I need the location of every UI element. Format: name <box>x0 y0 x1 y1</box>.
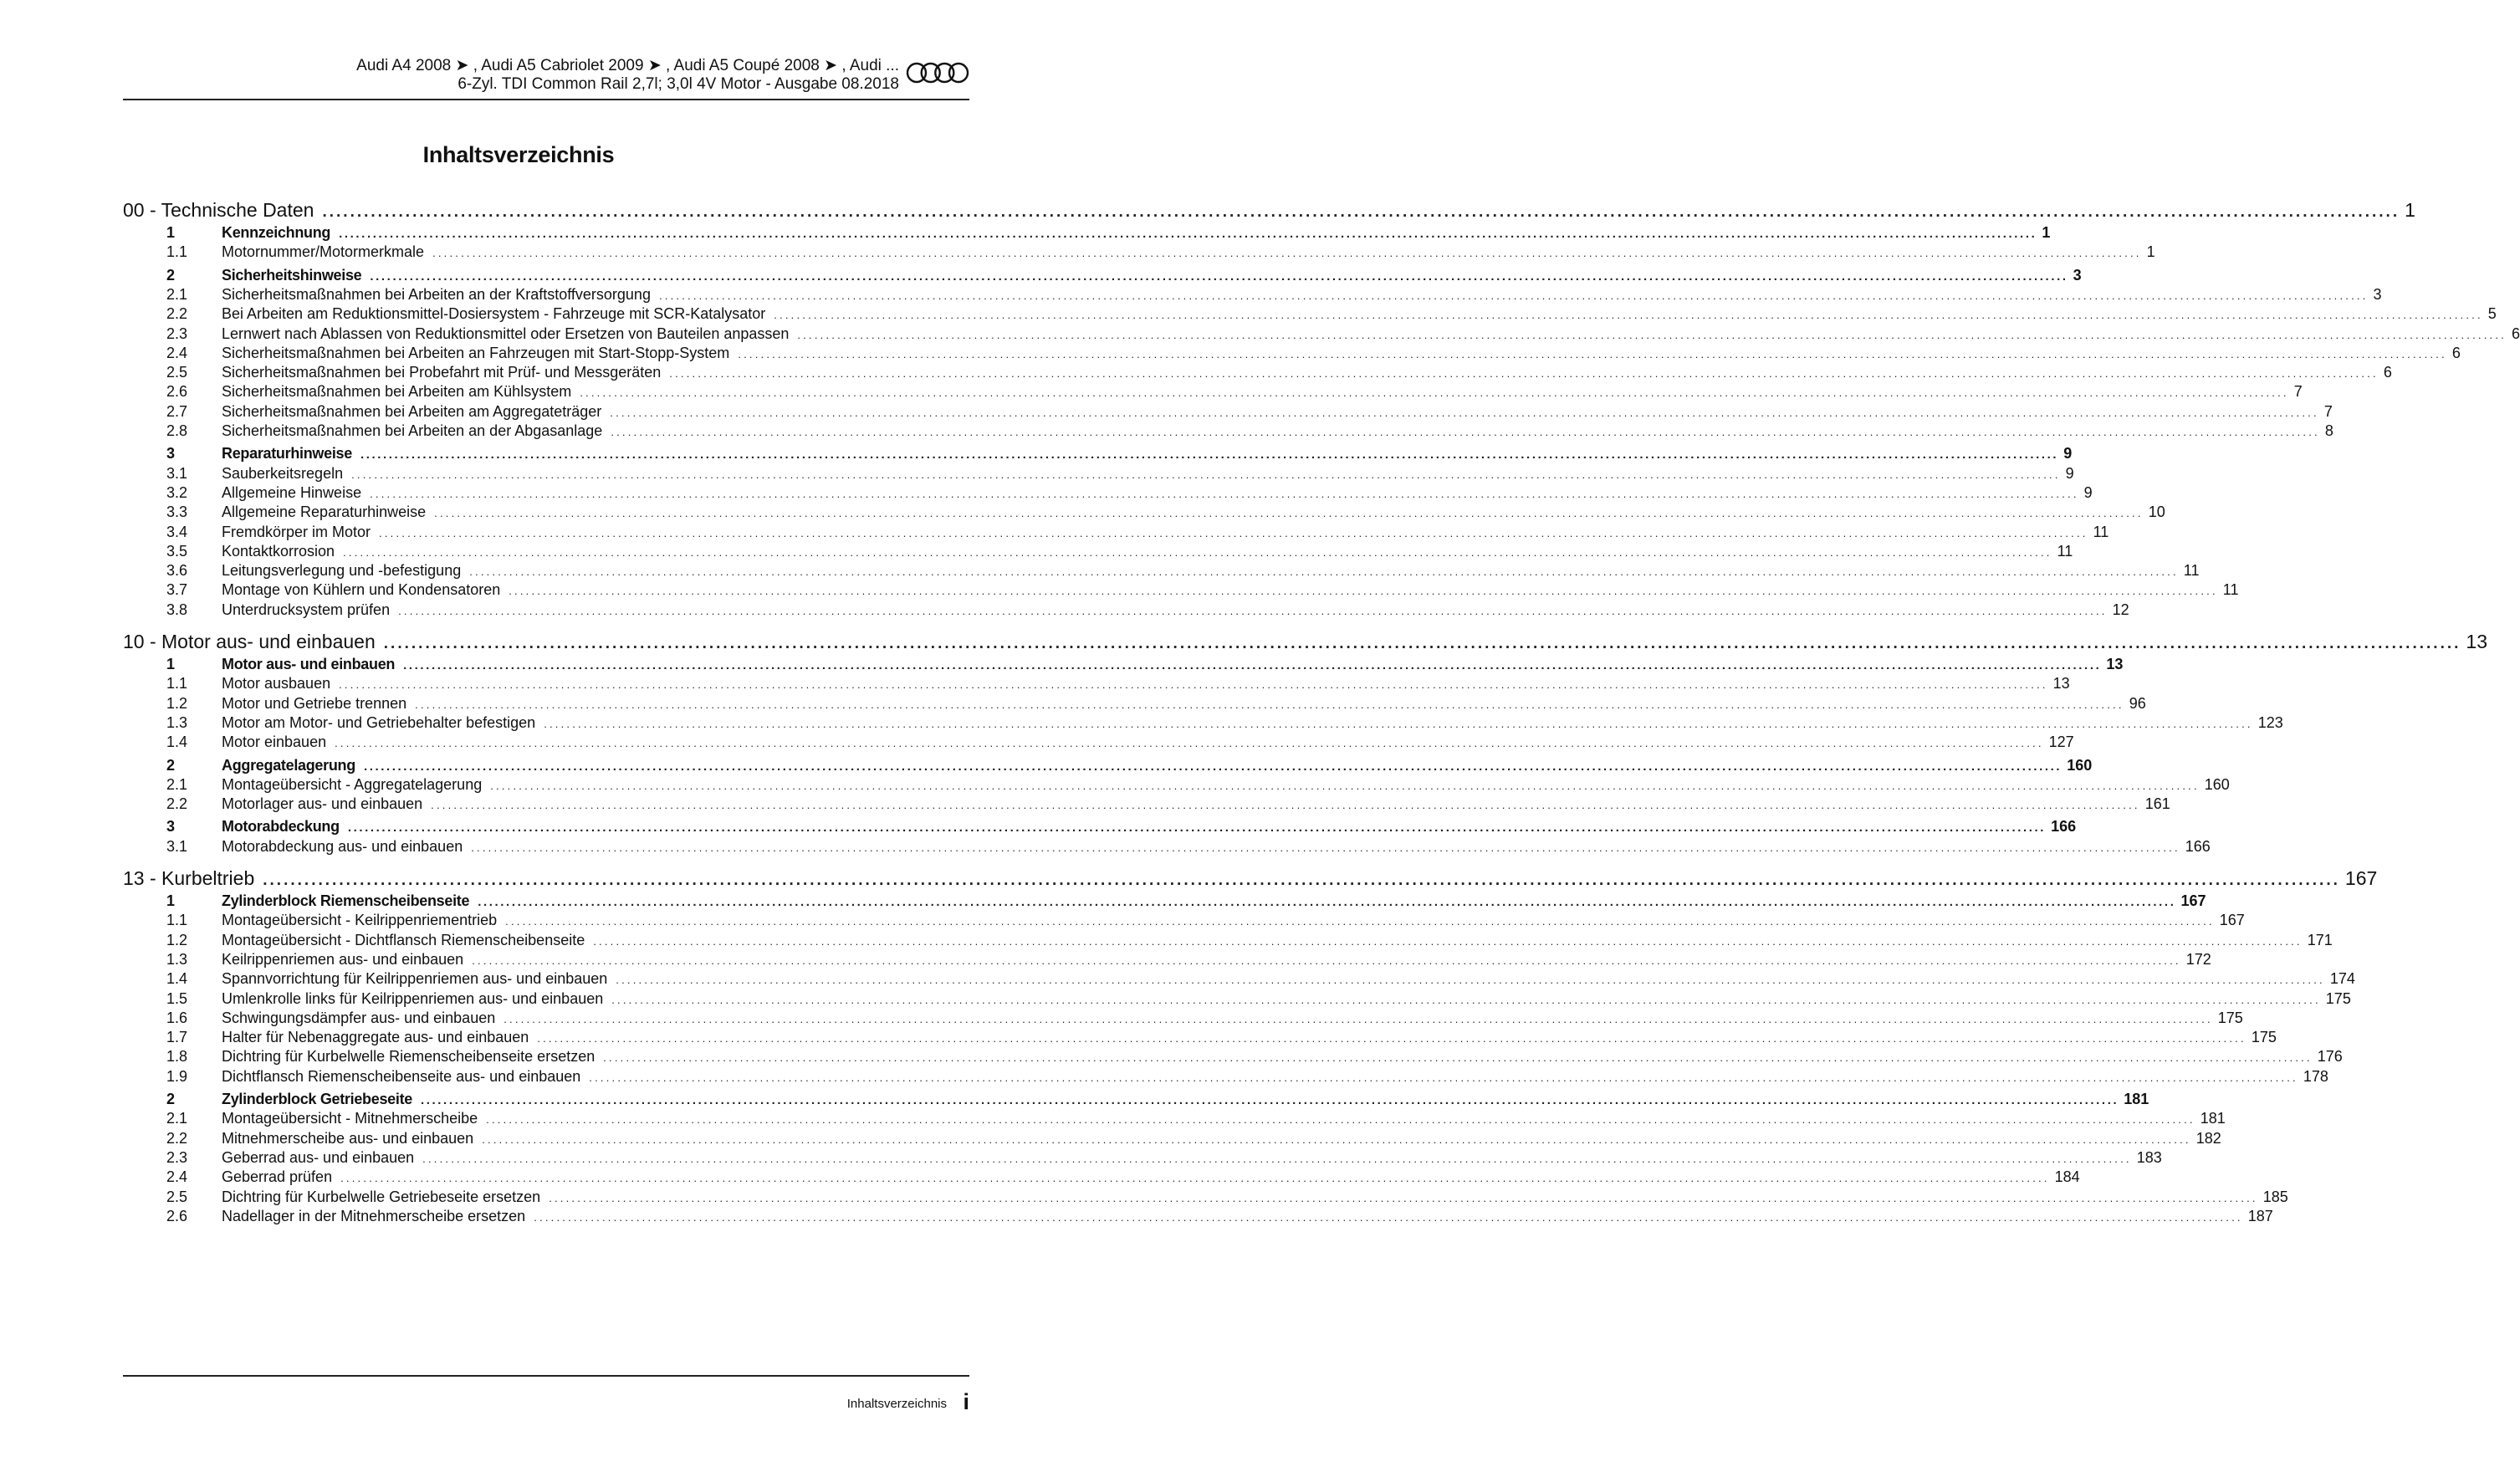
toc-page-number: 175 <box>2217 1009 2243 1026</box>
toc-leader-dots: ............................................................................................................................................................................................................................................................................................................ <box>537 1032 2247 1045</box>
footer-label: Inhaltsverzeichnis <box>846 1397 947 1411</box>
toc-entry[interactable] <box>123 713 2283 734</box>
toc-number: 1.1 <box>166 243 188 261</box>
toc-label: Keilrippenriemen aus- und einbauen <box>222 950 464 968</box>
toc-entry[interactable] <box>123 1009 2243 1030</box>
toc-leader-dots: ............................................................................................................................................................................................................................................................................................................ <box>420 1093 2119 1107</box>
toc-number: 2.3 <box>166 1148 188 1166</box>
toc-entry[interactable] <box>123 523 2109 544</box>
toc-label: Fremdkörper im Motor <box>222 523 371 540</box>
toc-label: Aggregatelagerung <box>222 756 355 774</box>
toc-leader-dots: ............................................................................................................................................................................................................................................................................................................ <box>398 604 2108 617</box>
header-text <box>356 57 899 94</box>
toc-leader-dots: ............................................................................................................................................................................................................................................................................................................ <box>534 1210 2243 1224</box>
audi-rings-icon <box>906 60 969 85</box>
toc-label: Geberrad prüfen <box>222 1168 333 1186</box>
toc-leader-dots: ............................................................................................................................................................................................................................................................................................................ <box>343 545 2052 559</box>
toc-entry[interactable] <box>123 1048 2343 1068</box>
toc-page-number: 6 <box>2451 344 2461 361</box>
toc-leader-dots: ............................................................................................................................................................................................................................................................................................................ <box>422 1152 2132 1165</box>
toc-leader-dots: ............................................................................................................................................................................................................................................................................................................ <box>471 841 2180 854</box>
toc-entry[interactable] <box>123 542 2073 563</box>
toc-page-number: 184 <box>2054 1168 2080 1186</box>
toc-number: 1.3 <box>166 713 188 731</box>
toc-label: Dichtring für Kurbelwelle Riemenscheibenseite ersetzen <box>222 1048 595 1066</box>
toc-page-number: 1 <box>2042 224 2051 241</box>
toc-leader-dots: ............................................................................................................................................................................................................................................................................................................ <box>339 227 2037 241</box>
toc-entry[interactable] <box>123 305 2497 325</box>
toc-leader-dots: ............................................................................................................................................................................................................................................................................................................ <box>363 759 2063 774</box>
toc-label: Nadellager in der Mitnehmerscheibe ersetzen <box>222 1207 526 1224</box>
toc-label: Spannvorrichtung für Keilrippenriemen aus- und einbauen <box>222 970 608 988</box>
toc-entry[interactable] <box>123 1168 2080 1188</box>
toc-entry[interactable] <box>123 1207 2273 1228</box>
toc-section[interactable] <box>123 656 2124 676</box>
toc-number: 1 <box>166 656 176 672</box>
toc-entry[interactable] <box>123 694 2146 715</box>
toc-number: 3 <box>166 445 176 463</box>
toc-page-number: 166 <box>2051 818 2077 836</box>
toc-number: 3 <box>166 818 176 836</box>
toc-leader-dots: ............................................................................................................................................................................................................................................................................................................ <box>478 895 2176 909</box>
toc-page-number: 96 <box>2129 694 2146 712</box>
toc-label: Motor ausbauen <box>222 675 331 693</box>
toc-page-number: 174 <box>2329 970 2355 988</box>
toc-page-number: 12 <box>2112 601 2129 618</box>
toc-leader-dots: ............................................................................................................................................................................................................................................................................................................ <box>415 698 2124 711</box>
toc-section[interactable] <box>123 818 2077 838</box>
toc-label: Allgemeine Reparaturhinweise <box>222 503 427 521</box>
toc-label: Sicherheitsmaßnahmen bei Arbeiten am Kühlsystem <box>222 383 572 401</box>
toc-number: 3.4 <box>166 523 188 540</box>
toc-leader-dots: ............................................................................................................................................................................................................................................................................................................ <box>322 203 2400 221</box>
toc-leader-dots: ............................................................................................................................................................................................................................................................................................................ <box>383 635 2461 652</box>
toc-label: Sicherheitsmaßnahmen bei Arbeiten an der Kraftstoffversorgung <box>222 285 651 303</box>
toc-page-number: 185 <box>2262 1188 2288 1205</box>
toc-leader-dots: ............................................................................................................................................................................................................................................................................................................ <box>486 1113 2195 1127</box>
toc-label: 00 - Technische Daten <box>123 199 314 221</box>
toc-number: 2.1 <box>166 1110 188 1127</box>
toc-label: Bei Arbeiten am Reduktionsmittel-Dosiersystem - Fahrzeuge mit SCR-Katalysator <box>222 305 766 323</box>
toc-number: 1.3 <box>166 950 188 968</box>
toc-page-number: 167 <box>2180 892 2206 909</box>
toc-label: Reparaturhinweise <box>222 445 352 463</box>
toc-entry[interactable] <box>123 775 2230 796</box>
toc-page-number: 178 <box>2303 1067 2328 1085</box>
toc-leader-dots: ............................................................................................................................................................................................................................................................................................................ <box>482 1132 2191 1146</box>
toc-number: 2.8 <box>166 422 188 439</box>
toc-page-number: 11 <box>2093 523 2109 540</box>
toc-entry[interactable] <box>123 464 2074 485</box>
toc-number: 2.1 <box>166 775 188 793</box>
toc-number: 2.7 <box>166 402 188 420</box>
toc-label: Motorabdeckung <box>222 818 340 836</box>
toc-number: 3.1 <box>166 837 188 855</box>
toc-label: Motorabdeckung aus- und einbauen <box>222 837 463 855</box>
toc-label: Motor einbauen <box>222 734 327 751</box>
toc-label: Schwingungsdämpfer aus- und einbauen <box>222 1009 496 1026</box>
toc-entry[interactable] <box>123 675 2070 695</box>
toc-page-number: 160 <box>2067 756 2093 774</box>
toc-label: Motornummer/Motormerkmale <box>222 243 425 261</box>
toc-entry[interactable] <box>123 383 2303 403</box>
header-line-1: Audi A4 2008 ➤ , Audi A5 Cabriolet 2009 ➤ , Audi A5 Coupé 2008 ➤ , Audi ... <box>356 57 899 74</box>
toc-leader-dots: ............................................................................................................................................................................................................................................................................................................ <box>549 1191 2258 1204</box>
toc-page-number: 161 <box>2144 795 2170 813</box>
toc-number: 1 <box>166 892 176 909</box>
toc-number: 1.7 <box>166 1029 188 1046</box>
toc-entry[interactable] <box>123 285 2382 306</box>
toc-entry[interactable] <box>123 243 2155 263</box>
toc-label: Zylinderblock Riemenscheibenseite <box>222 892 470 909</box>
toc-leader-dots: ............................................................................................................................................................................................................................................................................................................ <box>335 737 2044 750</box>
toc-leader-dots: ............................................................................................................................................................................................................................................................................................................ <box>797 328 2507 341</box>
toc-label: Sauberkeitsregeln <box>222 464 344 482</box>
toc-page-number: 13 <box>2466 631 2488 652</box>
toc-label: 13 - Kurbeltrieb <box>123 867 255 889</box>
toc-leader-dots: ............................................................................................................................................................................................................................................................................................................ <box>611 993 2321 1006</box>
toc-label: Dichtflansch Riemenscheibenseite aus- und einbauen <box>222 1067 581 1085</box>
toc-page-number: 9 <box>2065 464 2074 482</box>
toc-label: Motor und Getriebe trennen <box>222 694 407 712</box>
toc-number: 3.7 <box>166 581 188 599</box>
toc-entry[interactable] <box>123 344 2461 365</box>
toc-page-number: 167 <box>2344 867 2378 889</box>
toc-page-number: 1 <box>2405 199 2415 221</box>
toc-number: 2.2 <box>166 305 188 323</box>
toc-page-number: 172 <box>2185 950 2211 968</box>
toc-number: 3.3 <box>166 503 188 521</box>
toc-leader-dots: ............................................................................................................................................................................................................................................................................................................ <box>434 507 2144 520</box>
toc-entry[interactable] <box>123 1029 2277 1049</box>
toc-number: 2.3 <box>166 325 188 342</box>
toc-number: 2.2 <box>166 795 188 813</box>
toc-page-number: 9 <box>2083 483 2093 501</box>
toc-leader-dots: ............................................................................................................................................................................................................................................................................................................ <box>503 1012 2213 1025</box>
header-line-2: 6-Zyl. TDI Common Rail 2,7l; 3,0l 4V Motor - Ausgabe 08.2018 <box>457 75 899 93</box>
toc-leader-dots: ............................................................................................................................................................................................................................................................................................................ <box>351 468 2061 481</box>
toc-label: Montageübersicht - Mitnehmerscheibe <box>222 1110 478 1127</box>
toc-entry[interactable] <box>123 837 2211 858</box>
toc-entry[interactable] <box>123 503 2165 524</box>
toc-page-number: 123 <box>2257 713 2283 731</box>
toc-label: Allgemeine Hinweise <box>222 483 362 501</box>
toc-number: 2.1 <box>166 285 188 303</box>
toc-number: 2.4 <box>166 344 188 361</box>
toc-label: Montage von Kühlern und Kondensatoren <box>222 581 501 599</box>
toc-entry[interactable] <box>123 562 2200 582</box>
toc-leader-dots: ............................................................................................................................................................................................................................................................................................................ <box>403 658 2102 672</box>
toc-leader-dots: ............................................................................................................................................................................................................................................................................................................ <box>339 678 2048 692</box>
toc-number: 2 <box>166 756 176 774</box>
toc-number: 1.9 <box>166 1067 188 1085</box>
toc-label: Sicherheitsmaßnahmen bei Arbeiten am Aggregateträger <box>222 402 602 420</box>
toc-number: 2.6 <box>166 1207 188 1224</box>
toc-label: Lernwert nach Ablassen von Reduktionsmittel oder Ersetzen von Bauteilen anpassen <box>222 325 790 342</box>
toc-number: 2.4 <box>166 1168 188 1186</box>
toc-label: Montageübersicht - Keilrippenriementrieb <box>222 912 498 929</box>
toc-entry[interactable] <box>123 950 2211 971</box>
toc-number: 3.6 <box>166 562 188 580</box>
toc-page-number: 6 <box>2383 364 2392 381</box>
toc-label: Kennzeichnung <box>222 224 331 241</box>
footer-divider <box>123 1375 969 1377</box>
toc-number: 3.2 <box>166 483 188 501</box>
toc-leader-dots: ............................................................................................................................................................................................................................................................................................................ <box>544 717 2253 730</box>
toc-leader-dots: ............................................................................................................................................................................................................................................................................................................ <box>603 1051 2313 1065</box>
toc-entry[interactable] <box>123 483 2093 504</box>
toc-number: 3.8 <box>166 601 188 618</box>
toc-page-number: 175 <box>2325 989 2351 1007</box>
toc-entry[interactable] <box>123 912 2245 932</box>
toc-page-number: 3 <box>2073 266 2082 284</box>
toc-number: 2 <box>166 1091 176 1107</box>
toc-label: Mitnehmerscheibe aus- und einbauen <box>222 1129 474 1147</box>
toc-entry[interactable] <box>123 989 2351 1010</box>
header-divider <box>123 99 969 100</box>
toc-section[interactable] <box>123 224 2051 244</box>
toc-page-number: 8 <box>2324 422 2333 439</box>
toc-entry[interactable] <box>123 1110 2226 1130</box>
toc-page-number: 166 <box>2185 837 2211 855</box>
toc-page-number: 176 <box>2317 1048 2343 1066</box>
toc-chapter[interactable] <box>123 631 2488 656</box>
toc-entry[interactable] <box>123 931 2333 952</box>
toc-label: Motorlager aus- und einbauen <box>222 795 423 813</box>
toc-section[interactable] <box>123 756 2093 777</box>
toc-number: 1.4 <box>166 970 188 988</box>
toc-leader-dots: ............................................................................................................................................................................................................................................................................................................ <box>611 426 2320 438</box>
toc-number: 1.8 <box>166 1048 188 1066</box>
toc-number: 2.5 <box>166 364 188 381</box>
toc-page-number: 175 <box>2251 1029 2277 1046</box>
toc-section[interactable] <box>123 1091 2149 1111</box>
toc-page-number: 6 <box>2511 325 2520 342</box>
toc-number: 1.5 <box>166 989 188 1007</box>
toc-label: Geberrad aus- und einbauen <box>222 1148 415 1166</box>
toc-leader-dots: ............................................................................................................................................................................................................................................................................................................ <box>610 406 2319 419</box>
toc-number: 1.4 <box>166 734 188 751</box>
toc-entry[interactable] <box>123 1188 2288 1209</box>
toc-entry[interactable] <box>123 325 2520 345</box>
toc-leader-dots: ............................................................................................................................................................................................................................................................................................................ <box>370 487 2079 500</box>
toc-page-number: 171 <box>2307 931 2333 948</box>
toc-leader-dots: ............................................................................................................................................................................................................................................................................................................ <box>263 872 2340 889</box>
toc-label: Motor aus- und einbauen <box>222 656 396 672</box>
toc-leader-dots: ............................................................................................................................................................................................................................................................................................................ <box>490 779 2200 792</box>
toc-section[interactable] <box>123 892 2206 912</box>
toc-page-number: 3 <box>2373 285 2382 303</box>
toc-page-number: 7 <box>2293 383 2303 401</box>
page-title: Inhaltsverzeichnis <box>422 142 615 167</box>
toc-number: 1.6 <box>166 1009 188 1026</box>
toc-leader-dots: ............................................................................................................................................................................................................................................................................................................ <box>360 447 2059 463</box>
toc-page-number: 10 <box>2148 503 2165 521</box>
toc-number: 2.6 <box>166 383 188 401</box>
toc-number: 1 <box>166 224 176 241</box>
toc-leader-dots: ............................................................................................................................................................................................................................................................................................................ <box>738 347 2447 360</box>
toc-leader-dots: ............................................................................................................................................................................................................................................................................................................ <box>580 386 2289 400</box>
toc-leader-dots: ............................................................................................................................................................................................................................................................................................................ <box>431 799 2140 812</box>
toc-page-number: 11 <box>2183 562 2200 580</box>
toc-number: 3.1 <box>166 464 188 482</box>
toc-entry[interactable] <box>123 970 2355 990</box>
toc-entry[interactable] <box>123 402 2333 423</box>
toc-leader-dots: ............................................................................................................................................................................................................................................................................................................ <box>509 585 2218 598</box>
toc-page-number: 13 <box>2052 675 2070 693</box>
toc-leader-dots: ............................................................................................................................................................................................................................................................................................................ <box>370 268 2068 284</box>
toc-label: Sicherheitshinweise <box>222 266 362 284</box>
toc-page-number: 181 <box>2124 1091 2149 1107</box>
toc-label: Kontaktkorrosion <box>222 542 335 560</box>
toc-page-number: 127 <box>2048 734 2074 751</box>
toc-entry[interactable] <box>123 1148 2162 1169</box>
toc-page-number: 167 <box>2219 912 2245 929</box>
toc-leader-dots: ............................................................................................................................................................................................................................................................................................................ <box>669 367 2379 381</box>
toc-label: Sicherheitsmaßnahmen bei Arbeiten an Fahrzeugen mit Start-Stopp-System <box>222 344 730 361</box>
toc-section[interactable] <box>123 266 2082 287</box>
toc-label: Leitungsverlegung und -befestigung <box>222 562 462 580</box>
toc-leader-dots: ............................................................................................................................................................................................................................................................................................................ <box>432 247 2142 260</box>
toc-label: Zylinderblock Getriebeseite <box>222 1091 412 1107</box>
toc-page-number: 11 <box>2057 542 2073 560</box>
toc-leader-dots: ............................................................................................................................................................................................................................................................................................................ <box>472 953 2181 967</box>
footer-page-number: i <box>963 1389 969 1414</box>
toc-page-number: 7 <box>2323 402 2333 420</box>
toc-label: Motor am Motor- und Getriebehalter befestigen <box>222 713 536 731</box>
toc-page-number: 187 <box>2247 1207 2273 1224</box>
toc-page-number: 160 <box>2204 775 2230 793</box>
toc-page-number: 13 <box>2106 656 2124 672</box>
toc-number: 3.5 <box>166 542 188 560</box>
toc-leader-dots: ............................................................................................................................................................................................................................................................................................................ <box>616 974 2325 987</box>
toc-label: Sicherheitsmaßnahmen bei Arbeiten an der Abgasanlage <box>222 422 603 439</box>
toc-section[interactable] <box>123 445 2073 465</box>
toc-leader-dots: ............................................................................................................................................................................................................................................................................................................ <box>658 289 2369 302</box>
toc-label: 10 - Motor aus- und einbauen <box>123 631 376 652</box>
toc-entry[interactable] <box>123 601 2129 621</box>
toc-leader-dots: ............................................................................................................................................................................................................................................................................................................ <box>593 934 2303 948</box>
toc-page-number: 183 <box>2136 1148 2162 1166</box>
toc-label: Montageübersicht - Dichtflansch Riemenscheibenseite <box>222 931 585 948</box>
toc-entry[interactable] <box>123 1129 2221 1150</box>
toc-entry[interactable] <box>123 581 2239 601</box>
toc-page-number: 11 <box>2222 581 2239 599</box>
toc-entry[interactable] <box>123 734 2074 754</box>
toc-number: 1.2 <box>166 694 188 712</box>
toc-number: 2.5 <box>166 1188 188 1205</box>
toc-number: 1.2 <box>166 931 188 948</box>
toc-number: 1.1 <box>166 675 188 693</box>
toc-leader-dots: ............................................................................................................................................................................................................................................................................................................ <box>379 526 2088 539</box>
toc-entry[interactable] <box>123 795 2170 815</box>
toc-page-number: 9 <box>2063 445 2073 463</box>
toc-entry[interactable] <box>123 364 2392 384</box>
toc-label: Montageübersicht - Aggregatelagerung <box>222 775 483 793</box>
toc-label: Umlenkrolle links für Keilrippenriemen aus- und einbauen <box>222 989 604 1007</box>
toc-leader-dots: ............................................................................................................................................................................................................................................................................................................ <box>774 309 2483 322</box>
toc-number: 2 <box>166 266 176 284</box>
toc-leader-dots: ............................................................................................................................................................................................................................................................................................................ <box>347 820 2047 836</box>
toc-label: Halter für Nebenaggregate aus- und einbauen <box>222 1029 529 1046</box>
toc-page-number: 1 <box>2146 243 2155 261</box>
toc-number: 1.1 <box>166 912 188 929</box>
toc-leader-dots: ............................................................................................................................................................................................................................................................................................................ <box>469 565 2179 579</box>
toc-leader-dots: ............................................................................................................................................................................................................................................................................................................ <box>505 915 2215 928</box>
toc-label: Dichtring für Kurbelwelle Getriebeseite ersetzen <box>222 1188 541 1205</box>
toc-entry[interactable] <box>123 1067 2328 1088</box>
toc-label: Unterdrucksystem prüfen <box>222 601 391 618</box>
toc-page-number: 182 <box>2195 1129 2221 1147</box>
toc-leader-dots: ............................................................................................................................................................................................................................................................................................................ <box>340 1172 2050 1185</box>
toc-leader-dots: ............................................................................................................................................................................................................................................................................................................ <box>589 1071 2298 1084</box>
toc-chapter[interactable] <box>123 199 2415 224</box>
toc-chapter[interactable] <box>123 867 2378 892</box>
toc-number: 2.2 <box>166 1129 188 1147</box>
toc-entry[interactable] <box>123 422 2333 442</box>
toc-label: Sicherheitsmaßnahmen bei Probefahrt mit Prüf- und Messgeräten <box>222 364 662 381</box>
toc-page-number: 5 <box>2487 305 2497 323</box>
toc-page-number: 181 <box>2200 1110 2226 1127</box>
